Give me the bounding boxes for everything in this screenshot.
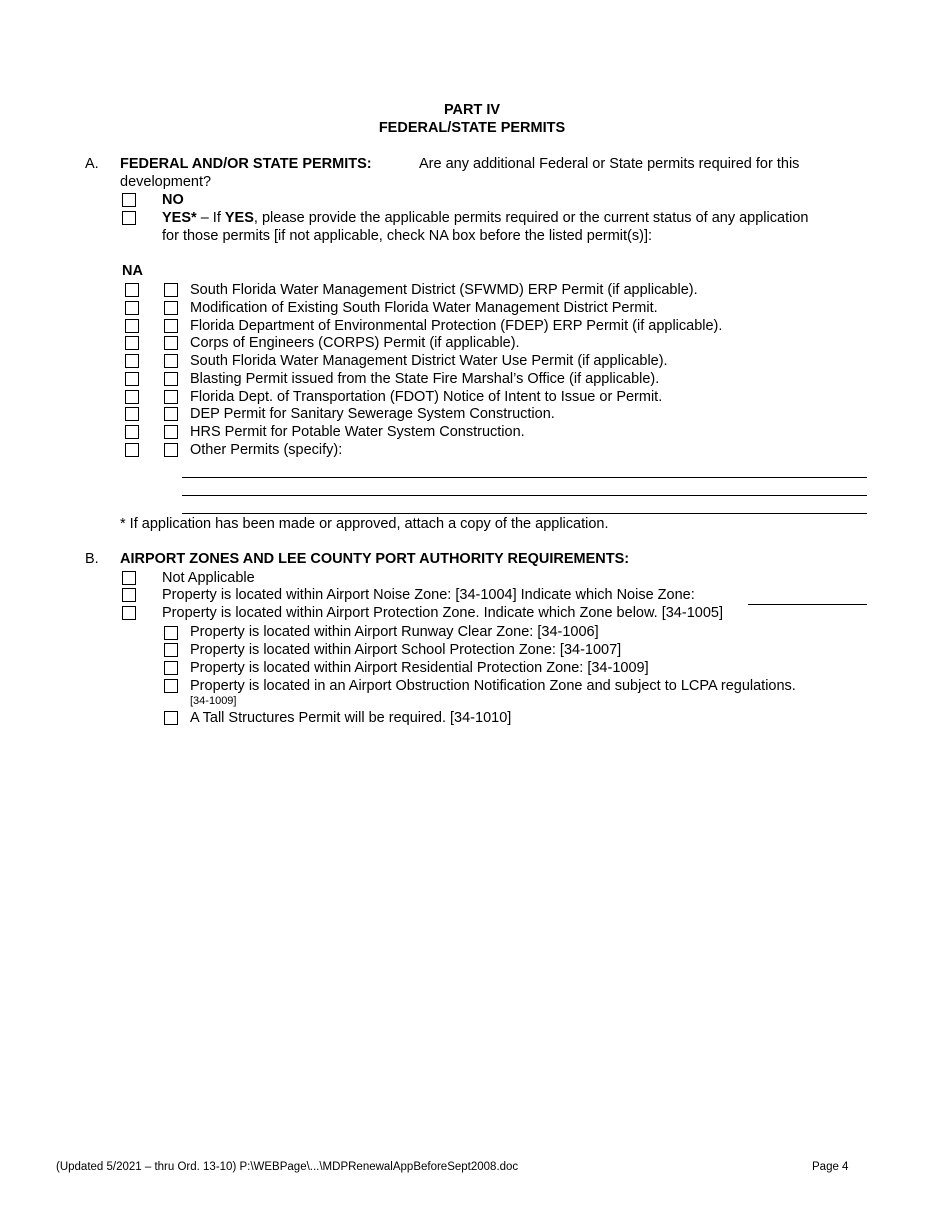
permit-checkbox[interactable]	[164, 372, 178, 386]
permit-checkbox[interactable]	[164, 283, 178, 297]
noise-zone-input[interactable]	[748, 604, 867, 605]
residential-protection-zone-checkbox[interactable]	[164, 661, 178, 675]
part-number: PART IV	[443, 102, 501, 118]
permit-label: DEP Permit for Sanitary Sewerage System Construction.	[190, 406, 555, 422]
section-b-heading: AIRPORT ZONES AND LEE COUNTY PORT AUTHORITY REQUIREMENTS:	[120, 551, 630, 567]
obstruction-notification-zone-checkbox[interactable]	[164, 679, 178, 693]
na-checkbox[interactable]	[125, 336, 139, 350]
no-label: NO	[162, 192, 184, 208]
permit-checkbox[interactable]	[164, 319, 178, 333]
not-applicable-label: Not Applicable	[162, 570, 255, 586]
permit-label: Florida Dept. of Transportation (FDOT) Notice of Intent to Issue or Permit.	[190, 389, 663, 405]
permit-label: HRS Permit for Potable Water System Construction.	[190, 424, 525, 440]
na-header: NA	[122, 263, 143, 279]
na-checkbox[interactable]	[125, 372, 139, 386]
permit-checkbox[interactable]	[164, 443, 178, 457]
na-checkbox[interactable]	[125, 354, 139, 368]
yes-text-cont: for those permits [if not applicable, check NA box before the listed permit(s)]:	[162, 228, 653, 244]
page-title: FEDERAL/STATE PERMITS	[378, 120, 566, 136]
obstruction-notification-zone-note: [34-1009]	[190, 695, 237, 707]
na-checkbox[interactable]	[125, 443, 139, 457]
permit-label: Florida Department of Environmental Protection (FDEP) ERP Permit (if applicable).	[190, 318, 723, 334]
noise-zone-checkbox[interactable]	[122, 588, 136, 602]
obstruction-notification-zone-label: Property is located in an Airport Obstruction Notification Zone and subject to LCPA regulations.	[190, 678, 796, 694]
noise-zone-label: Property is located within Airport Noise Zone: [34-1004] Indicate which Noise Zone:	[162, 587, 695, 603]
permit-checkbox[interactable]	[164, 407, 178, 421]
protection-zone-label: Property is located within Airport Protection Zone. Indicate which Zone below. [34-1005]	[162, 605, 723, 621]
na-checkbox[interactable]	[125, 390, 139, 404]
yes-dash: – If	[196, 210, 225, 226]
not-applicable-checkbox[interactable]	[122, 571, 136, 585]
section-b-marker: B.	[85, 551, 99, 567]
yes-checkbox[interactable]	[122, 211, 136, 225]
other-permits-line-2[interactable]	[182, 495, 867, 496]
other-permits-line-3[interactable]	[182, 513, 867, 514]
permit-checkbox[interactable]	[164, 301, 178, 315]
permit-checkbox[interactable]	[164, 354, 178, 368]
footer-document-path: (Updated 5/2021 – thru Ord. 13-10) P:\WEBPage\...\MDPRenewalAppBeforeSept2008.doc	[56, 1161, 519, 1173]
permit-label: Blasting Permit issued from the State Fire Marshal’s Office (if applicable).	[190, 371, 660, 387]
runway-clear-zone-label: Property is located within Airport Runway Clear Zone: [34-1006]	[190, 624, 599, 640]
na-checkbox[interactable]	[125, 301, 139, 315]
residential-protection-zone-label: Property is located within Airport Residential Protection Zone: [34-1009]	[190, 660, 649, 676]
section-a-heading: FEDERAL AND/OR STATE PERMITS:	[120, 156, 372, 172]
na-checkbox[interactable]	[125, 283, 139, 297]
no-checkbox[interactable]	[122, 193, 136, 207]
permit-label: South Florida Water Management District Water Use Permit (if applicable).	[190, 353, 668, 369]
section-a-question-cont: development?	[120, 174, 212, 190]
tall-structures-label: A Tall Structures Permit will be required. [34-1010]	[190, 710, 512, 726]
permit-checkbox[interactable]	[164, 336, 178, 350]
permit-checkbox[interactable]	[164, 425, 178, 439]
yes-label	[162, 209, 808, 227]
permit-checkbox[interactable]	[164, 390, 178, 404]
runway-clear-zone-checkbox[interactable]	[164, 626, 178, 640]
na-checkbox[interactable]	[125, 407, 139, 421]
tall-structures-checkbox[interactable]	[164, 711, 178, 725]
other-permits-line-1[interactable]	[182, 477, 867, 478]
footnote: * If application has been made or approved, attach a copy of the application.	[120, 516, 609, 532]
yes-text: , please provide the applicable permits required or the current status of any application	[253, 210, 809, 226]
footer-page-number: Page 4	[812, 1161, 849, 1173]
na-checkbox[interactable]	[125, 319, 139, 333]
school-protection-zone-checkbox[interactable]	[164, 643, 178, 657]
section-a-question: Are any additional Federal or State permits required for this	[419, 156, 800, 172]
permit-label: Corps of Engineers (CORPS) Permit (if applicable).	[190, 335, 520, 351]
na-checkbox[interactable]	[125, 425, 139, 439]
yes-star: YES*	[162, 210, 197, 226]
protection-zone-checkbox[interactable]	[122, 606, 136, 620]
school-protection-zone-label: Property is located within Airport School Protection Zone: [34-1007]	[190, 642, 622, 658]
permit-label: Modification of Existing South Florida Water Management District Permit.	[190, 300, 658, 316]
section-a-marker: A.	[85, 156, 99, 172]
yes-if: YES	[224, 210, 254, 226]
permit-label: Other Permits (specify):	[190, 442, 343, 458]
permit-label: South Florida Water Management District (SFWMD) ERP Permit (if applicable).	[190, 282, 698, 298]
